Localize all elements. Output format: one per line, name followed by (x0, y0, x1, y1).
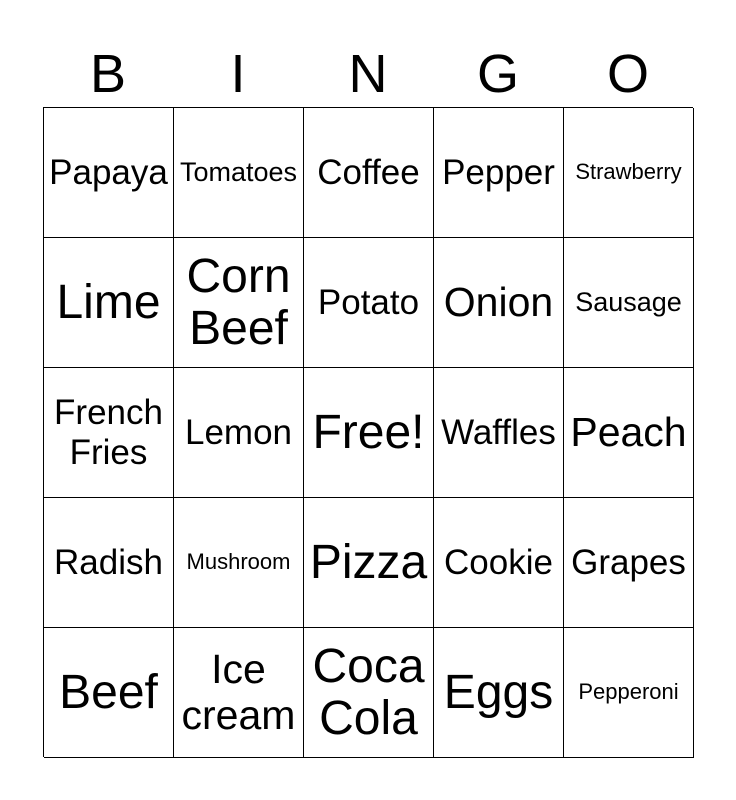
bingo-cell[interactable]: Eggs (434, 628, 564, 758)
bingo-cell[interactable]: Sausage (564, 238, 694, 368)
bingo-cell[interactable]: Waffles (434, 368, 564, 498)
bingo-cell[interactable]: Pepperoni (564, 628, 694, 758)
bingo-cell[interactable]: French Fries (44, 368, 174, 498)
bingo-cell[interactable]: Onion (434, 238, 564, 368)
bingo-cell[interactable]: Tomatoes (174, 108, 304, 238)
bingo-cell-free[interactable]: Free! (304, 368, 434, 498)
bingo-cell[interactable]: Corn Beef (174, 238, 304, 368)
bingo-cell[interactable]: Coca Cola (304, 628, 434, 758)
bingo-cell[interactable]: Beef (44, 628, 174, 758)
bingo-cell[interactable]: Coffee (304, 108, 434, 238)
bingo-cell[interactable]: Lime (44, 238, 174, 368)
bingo-cell[interactable]: Cookie (434, 498, 564, 628)
bingo-cell[interactable]: Mushroom (174, 498, 304, 628)
bingo-cell[interactable]: Pepper (434, 108, 564, 238)
header-letter-g: G (476, 44, 519, 104)
bingo-cell[interactable]: Potato (304, 238, 434, 368)
bingo-cell[interactable]: Peach (564, 368, 694, 498)
bingo-cell[interactable]: Radish (44, 498, 174, 628)
header-letter-b: B (89, 44, 127, 104)
bingo-cell[interactable]: Lemon (174, 368, 304, 498)
header-letter-i: I (230, 44, 246, 104)
header-letter-n: N (348, 44, 388, 104)
bingo-cell[interactable]: Strawberry (564, 108, 694, 238)
bingo-cell[interactable]: Grapes (564, 498, 694, 628)
header-letter-o: O (606, 44, 649, 104)
bingo-board (43, 107, 693, 757)
bingo-cell[interactable]: Ice cream (174, 628, 304, 758)
bingo-cell[interactable]: Papaya (44, 108, 174, 238)
bingo-cell[interactable]: Pizza (304, 498, 434, 628)
bingo-header (43, 40, 693, 108)
